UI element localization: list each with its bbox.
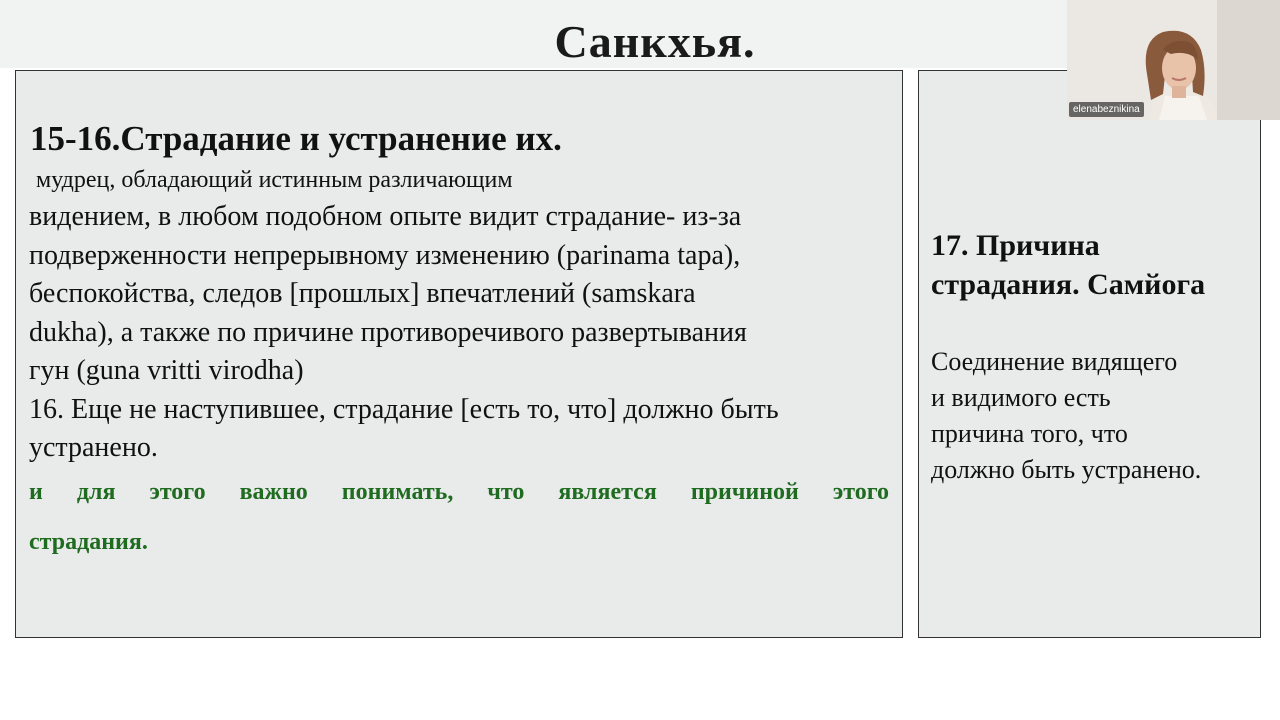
right-body-line: должно быть устранено. [931,455,1202,484]
body-line: видением, в любом подобном опыте видит страдание- из-за [29,201,742,232]
body-line: подверженности непрерывному изменению (parinama tapa), [29,239,741,271]
highlight-line: и для этого важно понимать, что является причиной этого [29,479,889,505]
right-heading [931,226,1205,304]
body-line: беспокойства, следов [прошлых] впечатлений (samskara [29,278,696,309]
body-line: 16. Еще не наступившее, страдание [есть то, что] должно быть [29,393,779,425]
right-heading-line: страдания. Самйога [931,268,1206,301]
left-content-box [15,70,903,638]
highlight-text [29,467,889,567]
right-content-box [918,70,1261,638]
left-body-text [29,198,889,468]
webcam-video-tile[interactable] [1067,0,1280,120]
body-line: устранено. [29,432,158,463]
body-line: dukha), а также по причине противоречивого развертывания [29,316,747,348]
left-heading: 15-16.Страдание и устранение их. [30,119,562,158]
highlight-line: страдания. [29,529,148,555]
right-body-line: и видимого есть [931,383,1111,412]
left-intro-text: мудрец, обладающий истинным различающим [36,167,513,193]
slide-title: Санкхья. [554,16,756,67]
participant-name-label: elenabeznikina [1069,102,1144,117]
right-body-line: причина того, что [931,419,1128,448]
body-line: гун (guna vritti virodha) [29,355,304,386]
right-body-line: Соединение видящего [931,347,1178,376]
right-heading-line: 17. Причина [931,229,1100,262]
right-body-text [931,344,1201,488]
